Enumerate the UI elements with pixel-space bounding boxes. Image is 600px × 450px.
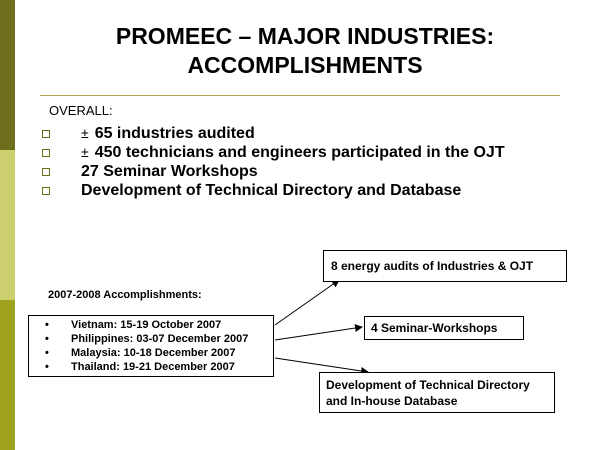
arrow-to-seminars [275,327,362,340]
overall-item-text: 450 technicians and engineers participated in the OJT [94,144,505,161]
accomplishments-label: 2007-2008 Accomplishments: [48,289,202,301]
outcome-audits-text: 8 energy audits of Industries & OJT [331,259,534,273]
outcome-seminars-text: 4 Seminar-Workshops [371,321,498,335]
overall-item-text: 65 industries audited [94,125,255,142]
plus-minus-symbol: ± [81,125,89,141]
arrow-to-audits [275,280,339,325]
accomplishment-item: • Vietnam: 15-19 October 2007 [29,318,273,332]
outcome-seminars-box [364,316,524,340]
outcome-audits-box [323,250,567,282]
accomplishment-item: • Malaysia: 10-18 December 2007 [29,346,273,360]
plus-minus-symbol: ± [81,144,89,160]
overall-item-text: Development of Technical Directory and Database [81,182,462,199]
slide-title-line1: PROMEEC – MAJOR INDUSTRIES: [115,23,495,49]
accomplishment-item: • Thailand: 19-21 December 2007 [29,360,273,374]
accomplishment-item: • Philippines: 03-07 December 2007 [29,332,273,346]
overall-item-text: 27 Seminar Workshops [81,163,258,180]
arrow-to-directory [275,358,368,372]
overall-label: OVERALL: [49,103,113,118]
outcome-directory-text: Development of Technical Directory and In-house Database [326,378,530,408]
outcome-directory-box [319,372,555,413]
slide-title-line2: ACCOMPLISHMENTS [187,52,423,78]
